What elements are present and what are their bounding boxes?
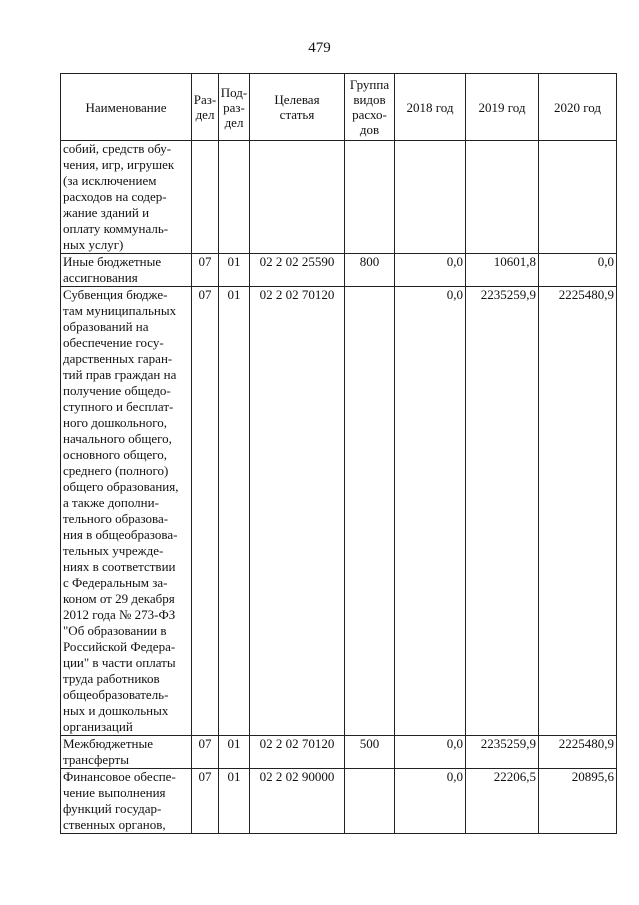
row-gruppa bbox=[345, 287, 395, 736]
table-row bbox=[61, 769, 617, 834]
row-2020: 0,0 bbox=[539, 254, 617, 287]
table-row bbox=[61, 736, 617, 769]
row-statya: 02 2 02 70120 bbox=[250, 736, 345, 769]
row-2018: 0,0 bbox=[395, 287, 466, 736]
table-row bbox=[61, 287, 617, 736]
table-row bbox=[61, 254, 617, 287]
row-razdel: 07 bbox=[192, 254, 219, 287]
row-2020 bbox=[539, 141, 617, 254]
table-row bbox=[61, 141, 617, 254]
row-name: Межбюджетные трансферты bbox=[61, 736, 192, 769]
row-podrazdel: 01 bbox=[219, 254, 250, 287]
row-razdel: 07 bbox=[192, 287, 219, 736]
row-2018: 0,0 bbox=[395, 736, 466, 769]
header-2019: 2019 год bbox=[466, 74, 539, 141]
header-statya: Целевая статья bbox=[250, 74, 345, 141]
row-razdel bbox=[192, 141, 219, 254]
row-podrazdel: 01 bbox=[219, 287, 250, 736]
row-2019 bbox=[466, 141, 539, 254]
row-2020: 2225480,9 bbox=[539, 736, 617, 769]
row-razdel: 07 bbox=[192, 736, 219, 769]
header-gruppa: Группа видов расхо- дов bbox=[345, 74, 395, 141]
row-podrazdel: 01 bbox=[219, 736, 250, 769]
row-gruppa: 500 bbox=[345, 736, 395, 769]
row-2020: 20895,6 bbox=[539, 769, 617, 834]
row-gruppa: 800 bbox=[345, 254, 395, 287]
row-name: собий, средств обу- чения, игр, игрушек (за исключением расходов на содер- жание зданий и оплату коммуналь- ных услуг) bbox=[61, 141, 192, 254]
header-name: Наименование bbox=[61, 74, 192, 141]
row-2019: 2235259,9 bbox=[466, 736, 539, 769]
row-2018: 0,0 bbox=[395, 769, 466, 834]
header-2018: 2018 год bbox=[395, 74, 466, 141]
row-statya: 02 2 02 90000 bbox=[250, 769, 345, 834]
budget-table bbox=[60, 73, 617, 834]
row-name: Финансовое обеспе- чение выполнения функций государ- ственных органов, bbox=[61, 769, 192, 834]
header-2020: 2020 год bbox=[539, 74, 617, 141]
row-2018: 0,0 bbox=[395, 254, 466, 287]
row-2019: 2235259,9 bbox=[466, 287, 539, 736]
row-statya: 02 2 02 70120 bbox=[250, 287, 345, 736]
row-2020: 2225480,9 bbox=[539, 287, 617, 736]
row-gruppa bbox=[345, 141, 395, 254]
row-razdel: 07 bbox=[192, 769, 219, 834]
page-number: 479 bbox=[308, 40, 331, 56]
row-2019: 22206,5 bbox=[466, 769, 539, 834]
row-podrazdel bbox=[219, 141, 250, 254]
row-name: Иные бюджетные ассигнования bbox=[61, 254, 192, 287]
row-statya: 02 2 02 25590 bbox=[250, 254, 345, 287]
row-2019: 10601,8 bbox=[466, 254, 539, 287]
table-header-row bbox=[61, 74, 617, 141]
header-podrazdel: Под- раз- дел bbox=[219, 74, 250, 141]
row-podrazdel: 01 bbox=[219, 769, 250, 834]
row-statya bbox=[250, 141, 345, 254]
row-gruppa bbox=[345, 769, 395, 834]
row-name: Субвенция бюдже- там муниципальных образований на обеспечение госу- дарственных гаран- тий прав граждан на получение общедо- ступного и бесплат- ного дошкольного, начального общего, основного общего, среднего (полного) общего образования, а также дополни- тельного образова- ния в общеобразова- тельных учрежде- ниях в соответствии с Федеральным за- коном от 29 декабря 2012 года № 273-ФЗ "Об образовании в Российской Федера- ции" в части оплаты труда работников общеобразователь- ных и дошкольных организаций bbox=[61, 287, 192, 736]
header-razdel: Раз- дел bbox=[192, 74, 219, 141]
row-2018 bbox=[395, 141, 466, 254]
